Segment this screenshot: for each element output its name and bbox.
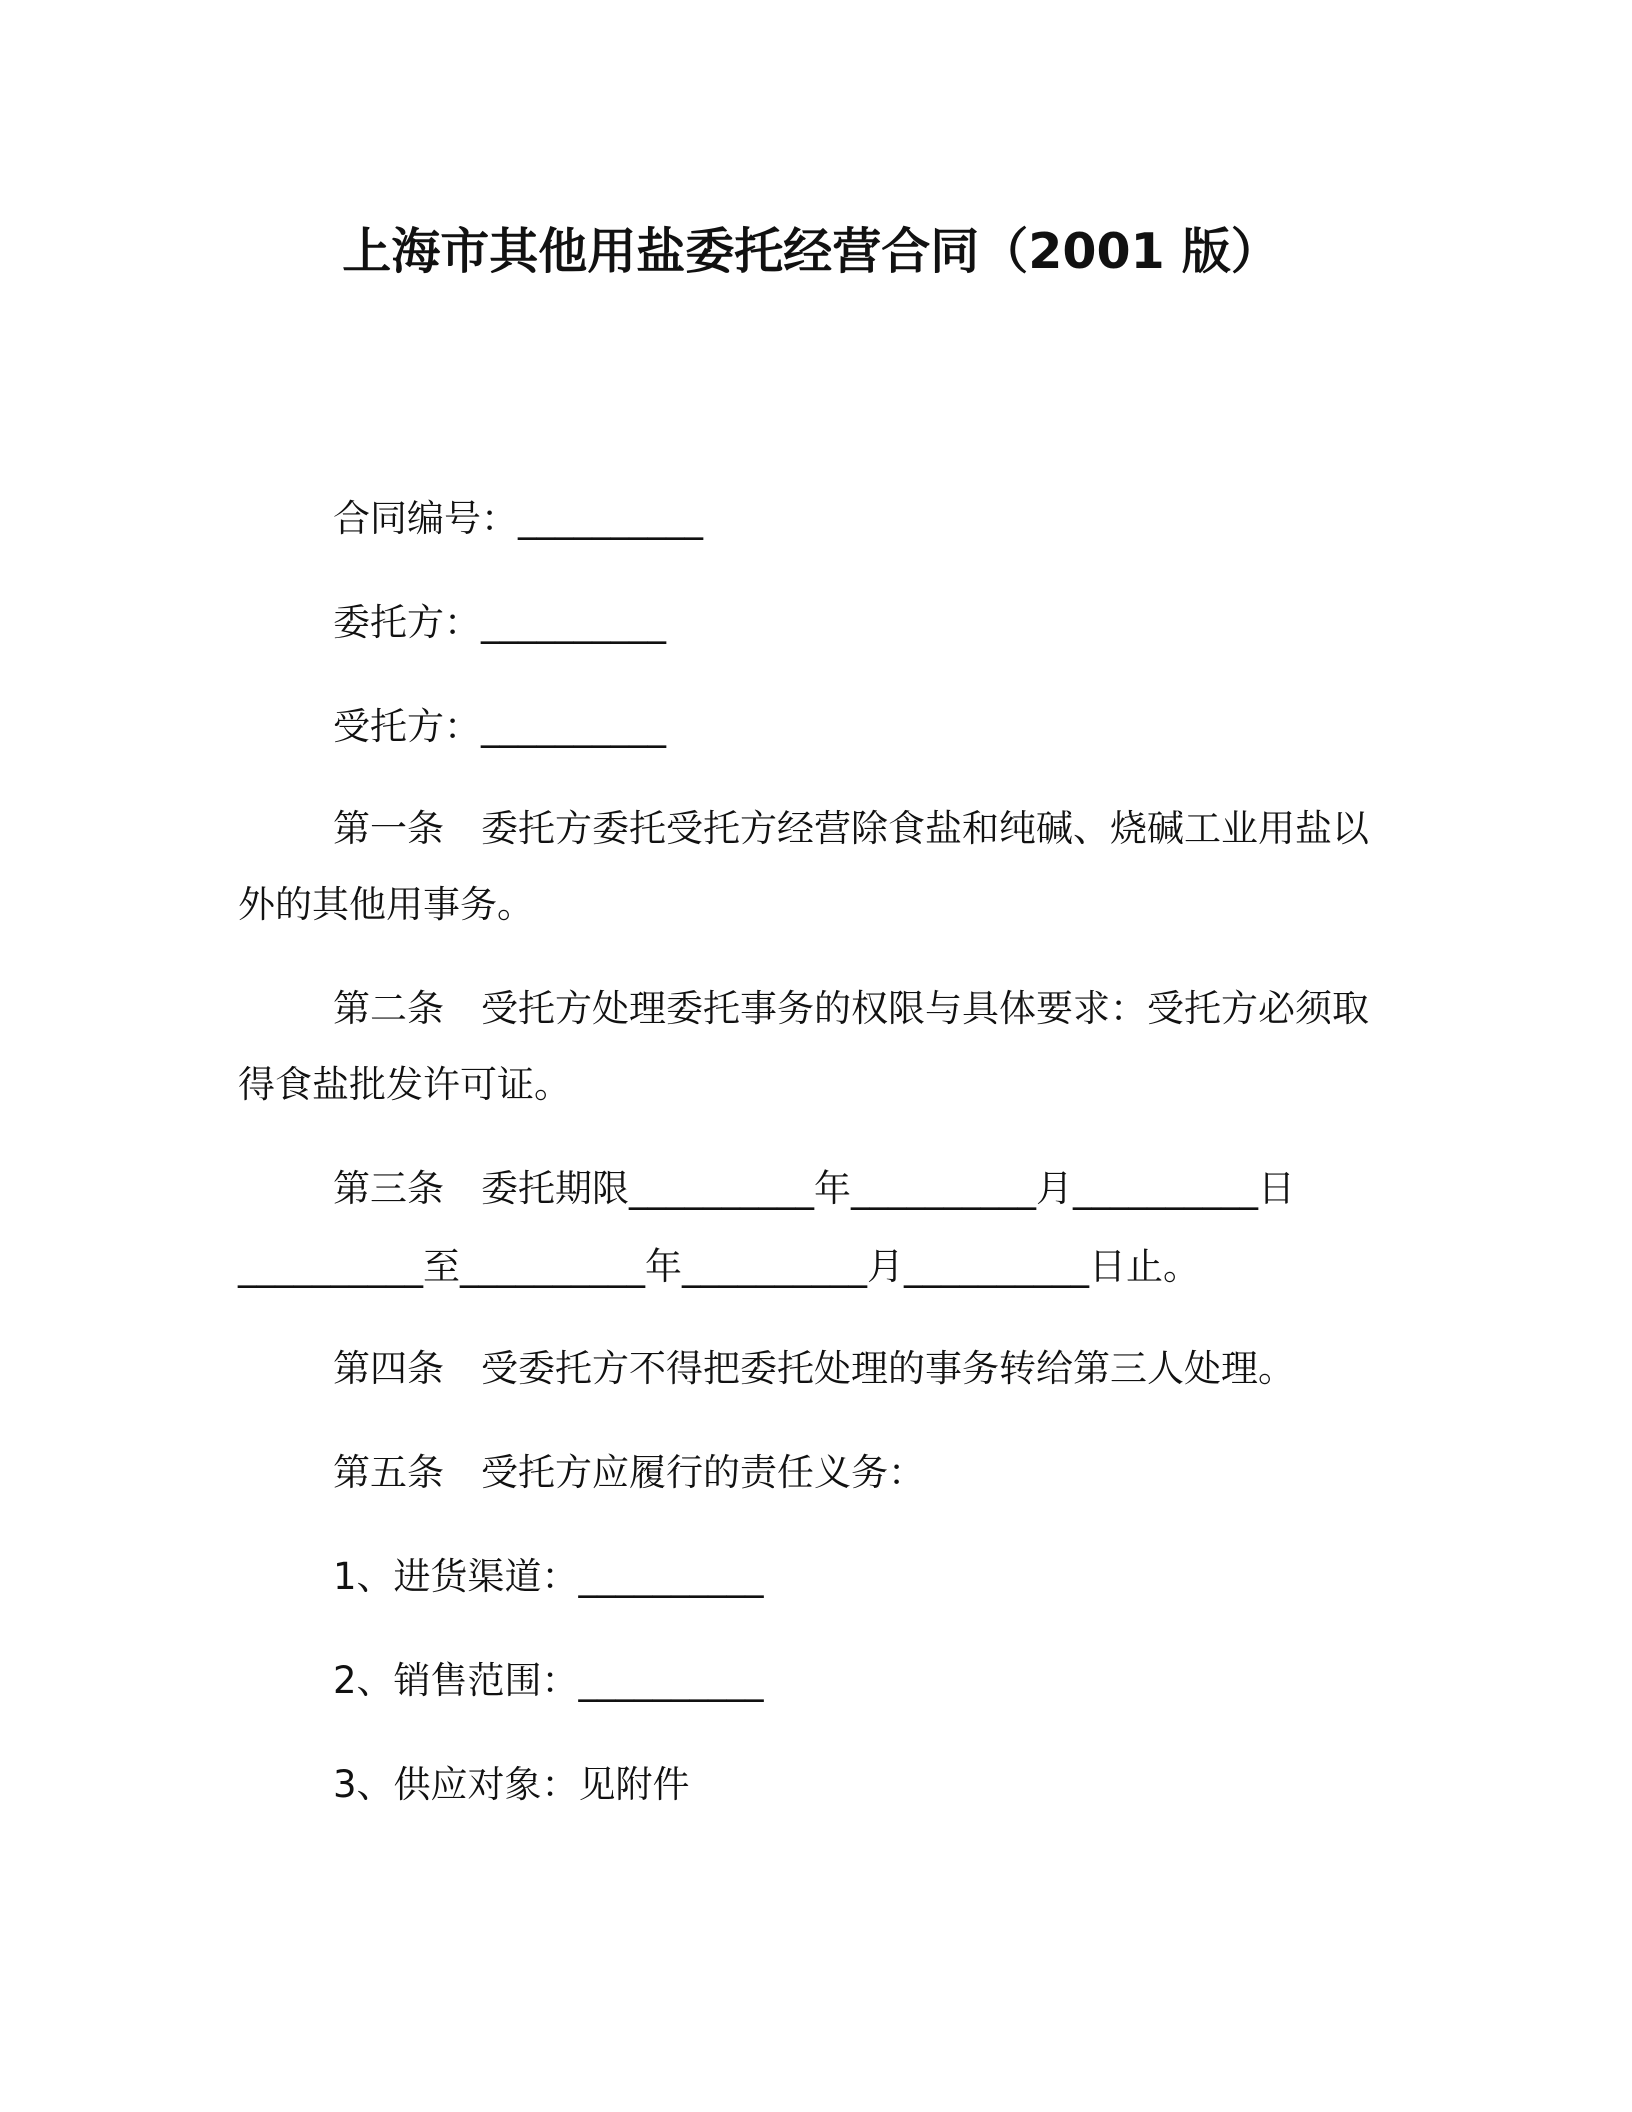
article-5-line-1: [333, 1450, 925, 1496]
article-5-heading: 第五条: [333, 1451, 444, 1494]
article-4-heading: 第四条: [333, 1347, 444, 1390]
article-4-line-1: [333, 1346, 1295, 1392]
item-1-line: [333, 1554, 764, 1600]
item-2-label: 2、销售范围：: [333, 1659, 579, 1702]
agent-blank: __________: [481, 705, 666, 748]
document-title: 上海市其他用盐委托经营合同（2001 版）: [342, 223, 1280, 280]
article-2-heading: 第二条: [333, 987, 444, 1030]
article-1-line-2: 外的其他用事务。: [238, 883, 534, 926]
article-2-text-1: 受托方处理委托事务的权限与具体要求：受托方必须取: [481, 987, 1369, 1030]
article-1-heading: 第一条: [333, 807, 444, 850]
article-2-line-1: [333, 986, 1369, 1032]
article-1-line-1: [333, 806, 1369, 852]
contract-number-blank: __________: [518, 497, 703, 540]
article-3-text-1: 委托期限__________年__________月__________日: [481, 1167, 1295, 1210]
article-2-line-2: 得食盐批发许可证。: [238, 1063, 571, 1106]
item-1-blank: __________: [578, 1555, 764, 1598]
item-2-line: [333, 1658, 764, 1704]
article-3-line-1: [333, 1166, 1295, 1212]
agent-line: [333, 704, 666, 750]
article-5-text-1: 受托方应履行的责任义务：: [481, 1451, 925, 1494]
article-3-heading: 第三条: [333, 1167, 444, 1210]
article-4-text-1: 受委托方不得把委托处理的事务转给第三人处理。: [481, 1347, 1295, 1390]
agent-label: 受托方：: [333, 705, 481, 748]
principal-blank: __________: [481, 601, 666, 644]
item-2-blank: __________: [578, 1659, 764, 1702]
item-1-label: 1、进货渠道：: [333, 1555, 579, 1598]
item-3-line: [333, 1762, 690, 1808]
item-3-label: 3、供应对象：见附件: [333, 1763, 690, 1806]
article-1-text-1: 委托方委托受托方经营除食盐和纯碱、烧碱工业用盐以: [481, 807, 1369, 850]
article-3-line-2: __________至__________年__________月__________日止。: [238, 1245, 1200, 1288]
contract-number-line: [333, 496, 703, 542]
principal-line: [333, 600, 666, 646]
principal-label: 委托方：: [333, 601, 481, 644]
contract-number-label: 合同编号：: [333, 497, 518, 540]
